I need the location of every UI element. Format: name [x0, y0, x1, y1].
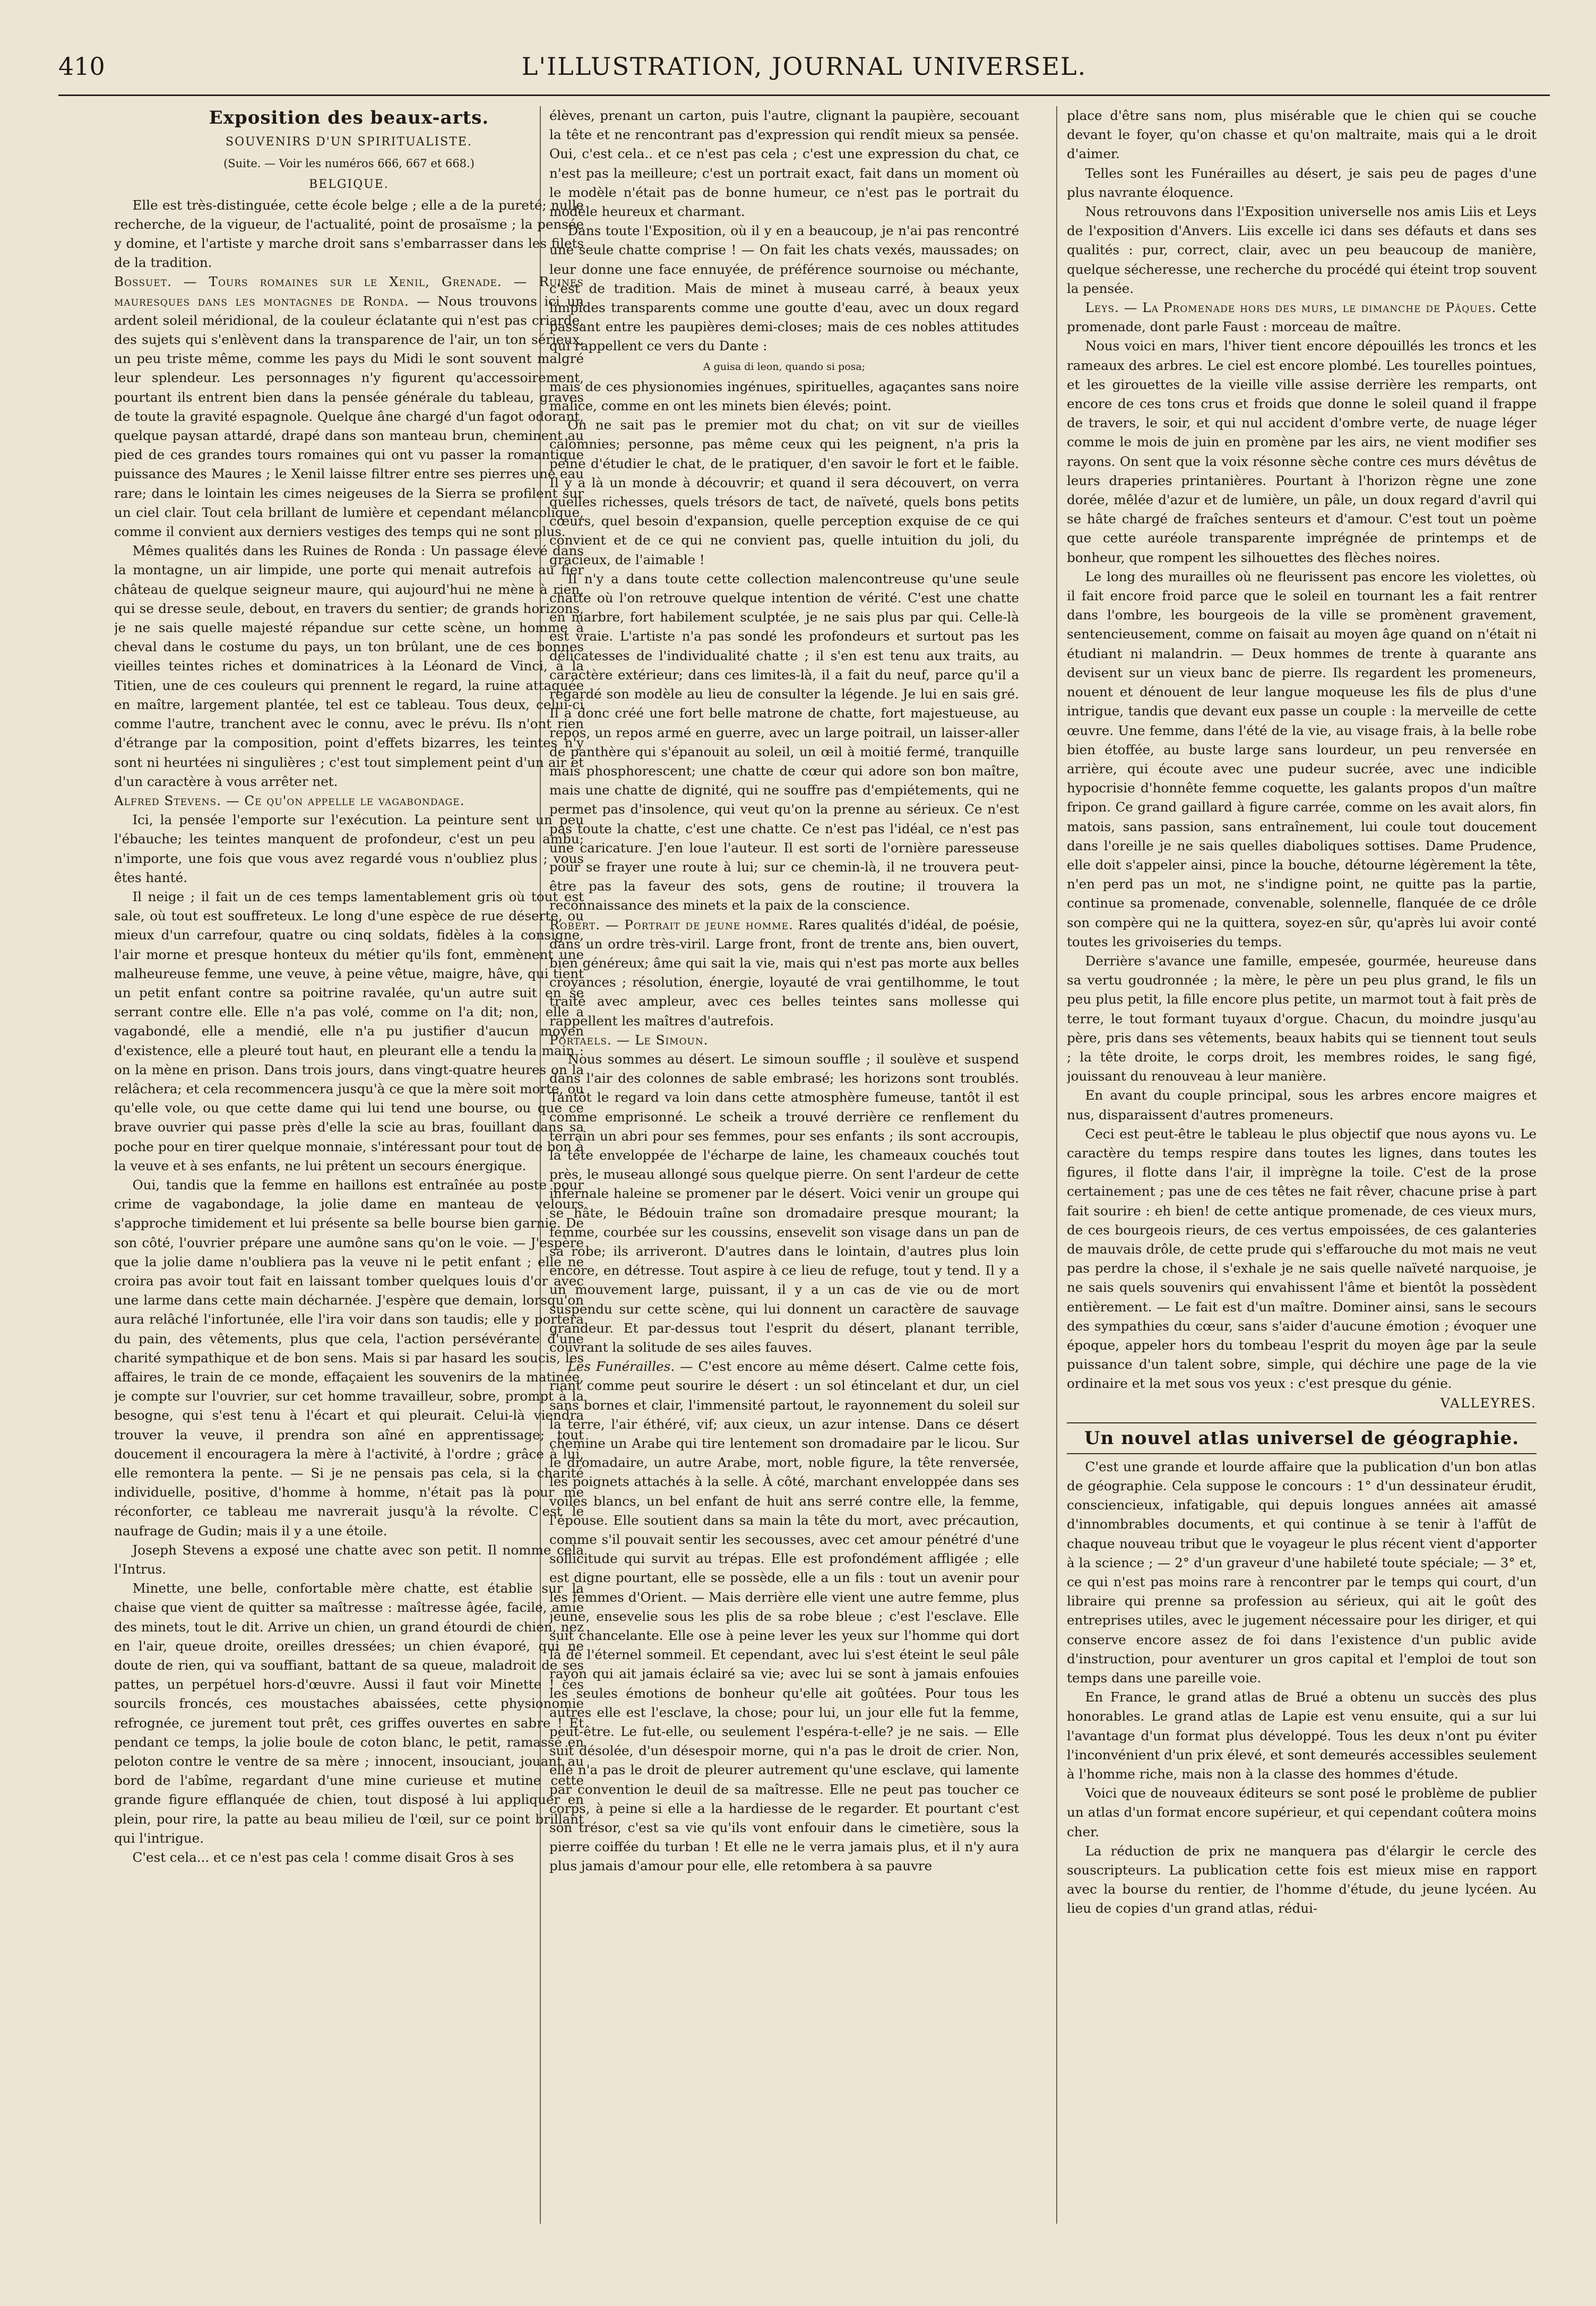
paragraph: C'est cela... et ce n'est pas cela ! comme disait Gros à ses [132, 1850, 514, 1865]
paragraph-lead [549, 1031, 1019, 1050]
paragraph: Dans toute l'Exposition, où il y en a beaucoup, je n'ai pas rencontré une seule chatte comprise ! — On fait les chats vexés, maussades; on leur donne une face ennuyée, de préférence sournoise ou méchante, c'est de tradition. Mais de minet à museau carré, à beaux yeux limpides transparents comme une goutte d'eau, avec un doux regard passant entre les paupières demi-closes; mais de ces nobles attitudes qui rappellent ce vers du Dante : [549, 223, 1019, 354]
paragraph: Il n'y a dans toute cette collection malencontreuse qu'une seule chatte où l'on retrouve quelque intention de vérité. C'est une chatte en marbre, fort habilement sculptée, je ne sais plus par qui. Celle-là est vraie. L'artiste n'a pas sondé les profondeurs et surtout pas les délicatesses de l'individualité chatte ; il s'en est tenu aux traits, au caractère extérieur; dans ces limites-là, il a fait du neuf, parce qu'il a regardé son modèle au lieu de consulter la légende. Je lui en sais gré. Il a donc créé une fort belle matrone de chatte, fort majestueuse, au repos, un repos armé en guerre, avec un large poitrail, un laisser-aller de panthère qui s'épanouit au soleil, un œil à moitié fermé, tranquille mais phosphorescent; une chatte de cœur qui adore son bon maître, mais une chatte de dignité, qui ne souffre pas d'empiétements, qui ne permet pas d'insolence, qui veut qu'on la prenne au sérieux. Ce n'est pas toute la chatte, c'est une chatte. Ce n'est pas l'idéal, ce n'est pas une caricature. J'en loue l'auteur. Il est sorti de l'ornière paresseuse pour se frayer une route à lui; sur ce chemin-là, il ne trouvera peut-être pas la faveur des sots, gens de routine; il trouvera la reconnaissance des minets et la paix de la conscience. [549, 571, 1019, 913]
journal-title: L'ILLUSTRATION, JOURNAL UNIVERSEL. [521, 52, 1087, 81]
article-title: Exposition des beaux-arts. [209, 107, 489, 128]
column-2 [549, 106, 1019, 2224]
paragraph: mais de ces physionomies ingénues, spirituelles, agaçantes sans noire malice, comme en ont les minets bien élevés; point. [549, 378, 1019, 414]
paragraph: C'est encore au même désert. Calme cette fois, riant comme peut sourire le désert : un sol étincelant et dur, un ciel sans bornes et clair, l'immensité partout, le rayonnement du soleil sur la terre, l'air éthéré, vif; aux cieux, un azur intense. Dans ce désert chemine un Arabe qui tire lentement son dromadaire par le licou. Sur le dromadaire, un autre Arabe, mort, noble figure, la tête renversée, les poignets attachés à la selle. À côté, marchant enveloppée dans ses voiles blancs, un bel enfant de huit ans serré contre elle, la femme, l'épouse. Elle soutient dans sa main la tête du mort, avec précaution, comme s'il pouvait sentir les secousses, avec cet amour pénétré d'une sollicitude qui survit au trépas. Elle est profondément affligée ; elle est digne pourtant, elle se possède, elle a un fils : tout un avenir pour les femmes d'Orient. — Mais derrière elle vient une autre femme, plus jeune, ensevelie sous les plis de sa robe bleue ; c'est l'esclave. Elle suit chancelante. Elle ose à peine lever les yeux sur l'homme qui dort là de l'éternel sommeil. Et cependant, avec lui s'est éteint le seul pâle rayon qui ait jamais éclairé sa vie; avec lui se sont à jamais enfouies les seules émotions de bonheur qu'elle ait goûtées. Pour tous les autres elle est l'esclave, la chose; pour lui, un jour elle fut la femme, peut-être. Le fut-elle, ou seulement l'espéra-t-elle? je ne sais. — Elle suit désolée, d'un désespoir morne, qui n'a pas le droit de crier. Non, elle n'a pas le droit de pleurer autrement qu'une esclave, qui lamente par convention le deuil de sa maîtresse. Elle ne peut pas toucher ce corps, à peine si elle a la hardiesse de le regarder. Et pourtant c'est son trésor, c'est sa vie qu'ils vont enfouir dans le cimetière, sous la pierre coiffée du turban ! Et elle ne le verra jamais plus, et il n'y aura plus jamais d'amour pour elle, elle retombera à sa pauvre [549, 1359, 1019, 1874]
paragraph: place d'être sans nom, plus misérable que le chien qui se couche devant le foyer, qu'on chasse et qu'on maltraite, mais qui a le droit d'aimer. [1067, 108, 1537, 162]
artwork-caption: Les Funérailles. — [567, 1359, 693, 1375]
paragraph: En France, le grand atlas de Brué a obtenu un succès des plus honorables. Le grand atlas de Lapie est venu ensuite, qui a sur lui l'avantage d'un format plus développé. Tous les deux n'ont pu éviter l'inconvénient d'un prix élevé, et sont demeurés accessibles seulement à l'homme riche, mais non à la classe des hommes d'étude. [1067, 1689, 1537, 1782]
header-rule [58, 94, 1550, 96]
paragraph: Joseph Stevens a exposé une chatte avec son petit. Il nomme cela l'Intrus. [114, 1542, 584, 1577]
paragraph: Ici, la pensée l'emporte sur l'exécution. La peinture sent un peu l'ébauche; les teintes manquent de profondeur, c'est un peu ambu; n'importe, une fois que vous avez regardé vous n'oubliez plus ; vous êtes hanté. [114, 812, 584, 885]
article-title: Un nouvel atlas universel de géographie. [1067, 1422, 1537, 1454]
paragraph: élèves, prenant un carton, puis l'autre, clignant la paupière, secouant la tête et ne rencontrant pas d'expression qui rendît mieux sa pensée. Oui, c'est cela.. et ce n'est pas cela ; c'est une expression du chat, ce n'est pas la meilleure; c'est un portrait exact, fait dans un moment où le modèle n'était pas de bonne humeur, ce n'est pas le portrait du modèle heureux et charmant. [549, 108, 1019, 220]
author-signature: VALLEYRES. [1440, 1395, 1537, 1411]
paragraph: Le long des murailles où ne fleurissent pas encore les violettes, où il fait encore froid parce que le soleil en tournant les a fait rentrer dans l'ombre, les bourgeois de la ville se promènent gravement, sentencieusement, comme on faisait au moyen âge quand on n'était ni étudiant ni malandrin. — Deux hommes de trente à quarante ans devisent sur un vieux banc de pierre. Ils regardent les promeneurs, nouent et dénouent de leur langue moqueuse les fils de plus d'une intrigue, tandis que devant eux passe un couple : la merveille de cette œuvre. Une femme, dans l'été de la vie, au visage frais, à la belle robe bien étoffée, au buste large sans lourdeur, un peu renversée en arrière, qui écoute avec une pudeur sucrée, avec une indicible hypocrisie d'honnête femme coquette, les galants propos d'un maître fripon. Ce grand gaillard à figure carrée, comme on les avait alors, fin matois, sans passion, sans entraînement, lui coule tout doucement dans l'oreille je ne sais quelles diaboliques sottises. Dame Prudence, elle doit s'appeler ainsi, pince la bouche, détourne légèrement la tête, n'en perd pas un mot, ne s'indigne point, ne quitte pas la partie, continue sa promenade, convenable, solennelle, flanquée de ce drôle son compère qui ne la quittera, soyez-en sûr, qu'après lui avoir conté toutes les grivoiseries du temps. [1067, 568, 1537, 949]
paragraph: Nous voici en mars, l'hiver tient encore dépouillés les troncs et les rameaux des arbres. Le ciel est encore plombé. Les tourelles pointues, et les girouettes de la vieille ville assise derrière les remparts, ont encore de ces tons crus et froids que donne le soleil quand il frappe de travers, le soir, et qui nul accident d'ombre verte, de nuage léger comme le mois de juin en promène par les airs, ne vient modifier ses rayons. On sent que la voix résonne sèche contre ces murs dévêtus de leurs draperies printanières. Pourtant à l'horizon règne une zone dorée, mêlée d'azur et de lumière, un pâle, un doux regard d'avril qui se hâte chargé de fraîches senteurs et d'amour. C'est tout un poème que cette auréole transparente imprégnée de printemps et de bonheur, que rompent les silhouettes des flèches noires. [1067, 338, 1537, 565]
paragraph: Nous sommes au désert. Le simoun souffle ; il soulève et suspend dans l'air des colonnes de sable embrasé; les horizons sont troublés. Tantôt le regard va loin dans cette atmosphère fumeuse, tantôt il est comme emprisonné. Le scheik a trouvé derrière ce renflement du terrain un abri pour ses femmes, pour ses enfants ; ils sont accroupis, la tête enveloppée de l'écharpe de laine, les chameaux couchés tout près, le museau allongé sous quelque pierre. On sent l'ardeur de cette infernale haleine se promener par le désert. Voici venir un groupe qui se hâte, le Bédouin traîne son dromadaire presque mourant; la femme, courbée sur les coussins, ensevelit son visage dans un pan de sa robe; ils arriveront. D'autres dans le lointain, d'autres plus loin encore, en détresse. Tout aspire à ce lieu de refuge, tout y tend. Il y a un mouvement large, puissant, il y a un cas de vie ou de mort suspendu sur cette scène, qui lui donnent un caractère de sauvage grandeur. Et par-dessus tout l'esprit du désert, planant terrible, couvrant la solitude de ses ailes fauves. [549, 1051, 1019, 1355]
artwork-caption: Portaels. — Le Simoun. [549, 1032, 709, 1048]
section-heading: BELGIQUE. [309, 178, 389, 192]
column-1 [114, 106, 584, 2224]
artwork-caption: Leys. — La Promenade hors des murs, le dimanche de Pâques. [1085, 300, 1497, 316]
paragraph: Il neige ; il fait un de ces temps lamentablement gris où tout est sale, où tout est souffreteux. Le long d'une espèce de rue déserte, ou mieux d'un carrefour, quatre ou cinq soldats, fidèles à la consigne, l'air morne et presque honteux du métier qu'ils font, emmènent une malheureuse femme, une veuve, à peine vêtue, maigre, hâve, qui tient un petit enfant contre sa poitrine ravalée, qu'un autre suit en se serrant contre elle. Elle n'a pas volé, comme on l'a dit; non, elle a vagabondé, elle a mendié, elle n'a pu justifier d'aucun moyen d'existence, elle a pleuré tout haut, en pleurant elle a tendu la main : on la mène en prison. Dans trois jours, dans vingt-quatre heures on la relâchera; et cela recommencera jusqu'à ce que la mère soit morte, ou qu'elle vole, ou que cette dame qui lui tend une bourse, ou que ce brave ouvrier qui passe près d'elle la scie au bras, fouillant dans sa poche pour en tirer quelque monnaie, s'intéressant pour tout de bon à la veuve et à ses enfants, ne lui prêtent un secours énergique. [114, 888, 584, 1173]
paragraph: Mêmes qualités dans les Ruines de Ronda : Un passage élevé dans la montagne, un air limpide, une porte qui menait autrefois au fier château de quelque seigneur maure, qui aujourd'hui ne mène à rien, qui se dresse seule, debout, en travers du sentier; de grands horizons, je ne sais quelle majesté répandue sur cette scène, un homme à cheval dans le costume du pays, un ton brûlant, une de ces bonnes vieilles teintes riches et dominatrices à la Léonard de Vinci, à la Titien, une de ces couleurs qui prennent le regard, la ruine attaquée en maître, largement plantée, tel est ce tableau. Tous deux, celui-ci comme l'autre, tranchent avec le connu, avec le prévu. Ils n'ont rien d'étrange par la composition, point d'effets bizarres, les teintes n'y sont ni heurtées ni singulières ; c'est tout simplement peint d'un air et d'un caractère à vous arrêter net. [114, 543, 584, 789]
dante-quote: A guisa di leon, quando si posa; [703, 360, 866, 373]
artwork-caption: Robert. — Portrait de jeune homme. [549, 917, 793, 932]
column-separator [1056, 106, 1057, 2224]
artwork-caption: Alfred Stevens. — Ce qu'on appelle le vagabondage. [114, 792, 465, 808]
paragraph: Oui, tandis que la femme en haillons est entraînée au poste pour crime de vagabondage, la jolie dame en manteau de velours s'approche timidement et lui présente sa belle bourse bien garnie. De son côté, l'ouvrier prépare une aumône sans qu'on le voie. — J'espère que la jolie dame n'oubliera pas la veuve ni le petit enfant ; elle ne croira pas avoir tout fait en laissant tomber quelques louis d'or avec une larme dans cette main décharnée. J'espère que demain, lorsqu'on aura relâché l'infortunée, elle l'ira voir dans son taudis; elle y portera du pain, des vêtements, plus que cela, l'action persévérante d'une charité sympathique et de bon sens. Mais si par hasard les soucis, les affaires, le train de ce monde, effaçaient les souvenirs de la matinée, je compte sur l'ouvrier, sur cet homme travailleur, sobre, prompt à la besogne, qui s'est tenu à l'écart et qui pleurait. Celui-là viendra trouver la veuve, il prendra son aîné en apprentissage; tout doucement il encouragera la mère à l'activité, à l'ordre ; grâce à lui, elle remontera la pente. — Si je ne pensais pas cela, si la charité individuelle, positive, d'homme à homme, n'était pas là pour me réconforter, ce tableau me navrerait jusqu'à la révolte. C'est le naufrage de Gudin; mais il y a une étoile. [114, 1177, 584, 1539]
continuation-note: (Suite. — Voir les numéros 666, 667 et 668.) [223, 157, 475, 170]
paragraph: En avant du couple principal, sous les arbres encore maigres et nus, disparaissent d'autres promeneurs. [1067, 1087, 1537, 1122]
paragraph-lead [549, 1357, 1019, 1876]
paragraph-lead [114, 272, 584, 541]
page-header [58, 52, 1550, 90]
paragraph: La réduction de prix ne manquera pas d'élargir le cercle des souscripteurs. La publication cette fois est mieux mise en rapport avec la bourse du rentier, de l'homme d'étude, du jeune lycéen. Au lieu de copies d'un grand atlas, rédui- [1067, 1843, 1537, 1916]
paragraph: On ne sait pas le premier mot du chat; on vit sur de vieilles calomnies; personne, pas même ceux qui les peignent, n'a pris la peine d'étudier le chat, de le pratiquer, d'en savoir le fort et le faible. Il y a là un monde à découvrir; et quand il sera découvert, on verra quelles richesses, quels trésors de tact, de naïveté, quels bons petits cœurs, quel besoin d'expansion, quelle perception exquise de ce qui convient et de ce qui ne convient pas, quelle intuition du joli, du gracieux, de l'aimable ! [549, 417, 1019, 567]
artwork-caption: Bossuet. — Tours romaines sur le Xenil, Grenade. — Ruines mauresques dans les montagnes de Ronda. — [114, 274, 584, 309]
paragraph: C'est une grande et lourde affaire que la publication d'un bon atlas de géographie. Cela suppose le concours : 1° d'un dessinateur érudit, consciencieux, infatigable, qui depuis longues années ait amassé d'innombrables documents, et qui continue à se tenir à l'affût de chaque nouveau tribut que le voyageur le plus récent vient d'apporter à la science ; — 2° d'un graveur d'une habileté toute spéciale; — 3° et, ce qui n'est pas moins rare à rencontrer par le temps qui court, d'un libraire qui prenne sa profession au sérieux, qui ait le goût des entreprises utiles, avec le jugement nécessaire pour les diriger, et qui conserve encore assez de foi dans l'existence d'un public avide d'instruction, pour aventurer un gros capital et l'emploi de tout son temps dans une pareille voie. [1067, 1458, 1537, 1686]
page-number: 410 [58, 52, 105, 81]
paragraph: Derrière s'avance une famille, empesée, gourmée, heureuse dans sa vertu goudronnée ; la mère, le père un peu plus grand, le fils un peu plus petit, la fille encore plus petite, un marmot tout à fait près de terre, le tout formant tuyaux d'orgue. Chacun, du moindre jusqu'au père, pris dans ses vêtements, beaux habits qui se tiennent tout seuls ; la tête droite, le corps droit, les membres roides, le sang figé, jouissant du renouveau à leur manière. [1067, 953, 1537, 1084]
paragraph: Elle est très-distinguée, cette école belge ; elle a de la pureté; nulle recherche, de la vigueur, de l'actualité, point de prosaïsme ; la pensée y domine, et l'artiste y marche droit sans s'embarrasser dans les filets de la tradition. [114, 197, 584, 271]
paragraph: Ceci est peut-être le tableau le plus objectif que nous ayons vu. Le caractère du temps respire dans toutes les lignes, dans toutes les figures, il flotte dans l'air, il imprègne la toile. C'est de la prose certainement ; pas une de ces têtes ne fait rêver, chacune prise à part fait sourire : eh bien! de cette antique promenade, de ces vieux murs, de ces bourgeois rieurs, de ces vertus empoissées, de ces galanteries de mauvais drôle, de cette prude qui s'effarouche du mot mais ne veut pas perdre la chose, il s'exhale je ne sais quelle naïveté narquoise, je ne sais quels souvenirs qui envahissent l'âme et bientôt la possèdent entièrement. — Le fait est d'un maître. Dominer ainsi, sans le secours des sympathies du cœur, sans s'aider d'aucune émotion ; évoquer une époque, appeler hors du tombeau l'esprit du moyen âge par la seule puissance d'un talent sobre, simple, qui déchire une page de la vie ordinaire et la met sous vos yeux : c'est presque du génie. [1067, 1126, 1537, 1392]
paragraph: Cette promenade, dont parle Faust : morceau de maître. [1067, 300, 1537, 335]
column-3 [1067, 106, 1537, 2224]
paragraph: Voici que de nouveaux éditeurs se sont posé le problème de publier un atlas d'un format encore supérieur, et qui cependant coûtera moins cher. [1067, 1785, 1537, 1839]
paragraph: Telles sont les Funérailles au désert, je sais peu de pages d'une plus navrante éloquence. [1067, 165, 1537, 200]
paragraph: Nous retrouvons dans l'Exposition universelle nos amis Liis et Leys de l'exposition d'Anvers. Liis excelle ici dans ses défauts et dans ses qualités : pur, correct, clair, avec un peu beaucoup de manière, quelque sécheresse, une recherche du procédé qui éteint trop souvent la pensée. [1067, 204, 1537, 296]
paragraph: Rares qualités d'idéal, de poésie, dans un ordre très-viril. Large front, front de trente ans, bien ouvert, bien généreux; âme qui sait la vie, mais qui n'est pas morte aux belles croyances ; résolution, énergie, loyauté de vrai gentilhomme, le tout traité avec ampleur, avec ces belles teintes sans mollesse qui rappellent les maîtres d'autrefois. [549, 917, 1019, 1029]
paragraph-lead [549, 916, 1019, 1031]
paragraph-lead [114, 791, 584, 810]
paragraph: Nous trouvons ici un ardent soleil méridional, de la couleur éclatante qui n'est pas criarde, des sujets qui s'enlèvent dans la transparence de l'air, un ton sérieux, un peu triste même, comme les pays du Midi le sont souvent malgré leur splendeur. Les personnages n'y figurent qu'accessoirement, pourtant ils entrent bien dans la pensée générale du tableau, graves de toute la gravité espagnole. Quelque âne chargé d'un fagot odorant, quelque paysan attardé, drapé dans son manteau brun, cheminent au pied de ces grandes tours romaines qui ont vu passer la romantique puissance des Maures ; le Xenil laisse filtrer entre ses pierres une eau rare; dans le lointain les cimes neigeuses de la Sierra se profilent sur un ciel clair. Tout cela brillant de lumière et cependant mélancolique, comme il convient aux derniers vestiges des temps qui ne sont plus. [114, 293, 584, 540]
paragraph-lead [1067, 298, 1537, 336]
paragraph: Minette, une belle, confortable mère chatte, est établie sur la chaise que vient de quitter sa maîtresse : maîtresse âgée, facile, amie des minets, tout le dit. Arrive un chien, un grand étourdi de chien, nez en l'air, queue droite, oreilles dressées; un chien évaporé, qui ne doute de rien, qui va souffiant, battant de sa queue, maladroit de ses pattes, un perpétuel hors-d'œuvre. Aussi il faut voir Minette ! ces sourcils froncés, ces moustaches abaissées, cette physionomie refrognée, ce jurement tout prêt, ces griffes ouvertes en sabre ! Et pendant ce temps, la jolie boule de coton blanc, le petit, ramassé en peloton contre le ventre de sa mère ; innocent, insouciant, jouant au bord de l'abîme, regardant d'une mine curieuse et mutine cette grande figure efflanquée de chien, tout disposé à lui appliquer en plein, pour rire, la patte au beau milieu de l'œil, sur ce point brillant qui l'intrigue. [114, 1580, 584, 1846]
article-subtitle: SOUVENIRS D'UN SPIRITUALISTE. [226, 135, 472, 149]
